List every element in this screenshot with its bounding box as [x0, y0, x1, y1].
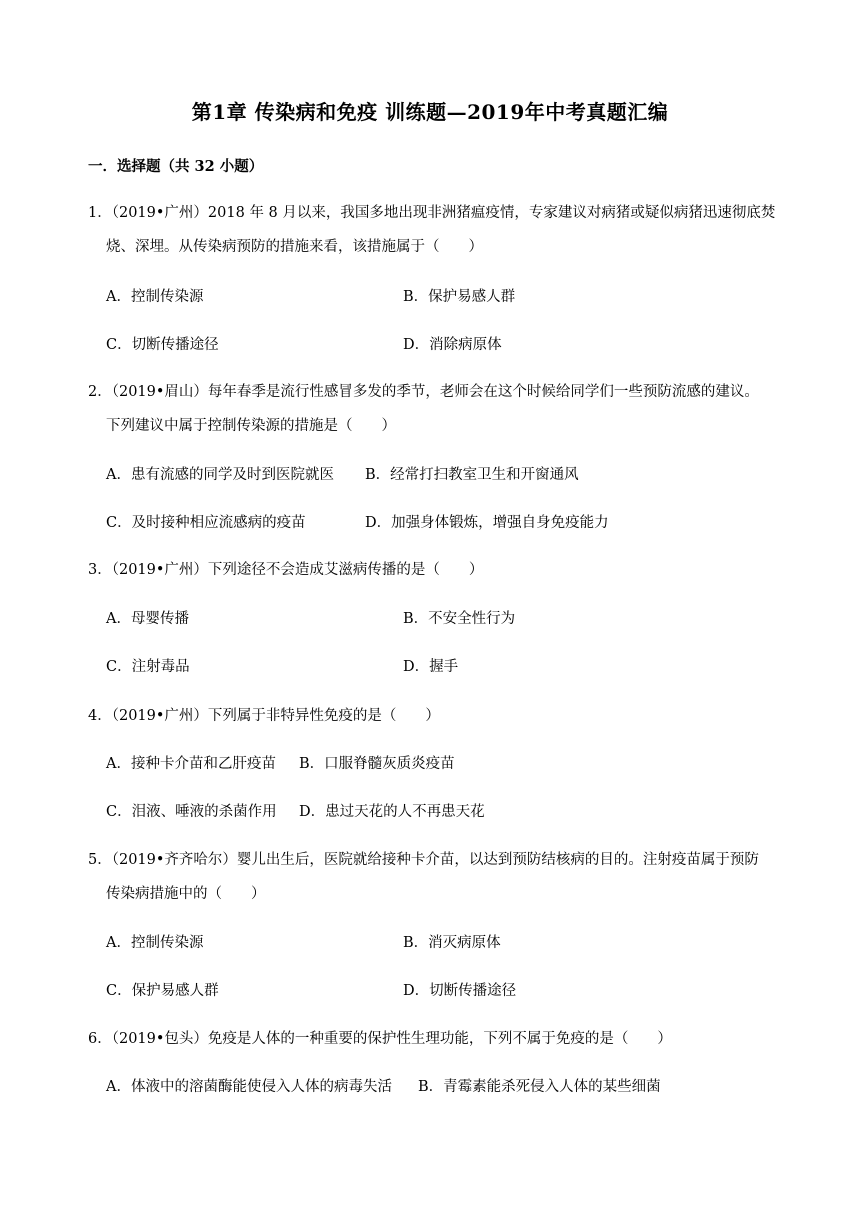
- question-2-option-c: C．及时接种相应流感病的疫苗: [106, 515, 306, 531]
- question-6-option-b: B．青霉素能杀死侵入人体的某些细菌: [418, 1079, 661, 1095]
- question-1-option-d: D．消除病原体: [403, 337, 502, 353]
- question-1-option-c: C．切断传播途径: [106, 337, 219, 353]
- question-4-option-d: D．患过天花的人不再患天花: [299, 804, 485, 820]
- document-title: 第1章 传染病和免疫 训练题—2019年中考真题汇编: [191, 100, 669, 124]
- question-5-option-c: C．保护易感人群: [106, 983, 219, 999]
- question-3-option-b: B．不安全性行为: [403, 611, 516, 627]
- question-4-line-1: 4．（2019•广州）下列属于非特异性免疫的是（ ）: [88, 708, 440, 724]
- question-5-option-d: D．切断传播途径: [403, 983, 517, 999]
- question-3-option-d: D．握手: [403, 659, 459, 675]
- question-4-option-b: B．口服脊髓灰质炎疫苗: [299, 756, 455, 772]
- question-6-line-1: 6．（2019•包头）免疫是人体的一种重要的保护性生理功能，下列不属于免疫的是（ ）: [88, 1031, 672, 1047]
- question-2-option-a: A．患有流感的同学及时到医院就医: [106, 467, 334, 483]
- question-5-line-2: 传染病措施中的（ ）: [106, 886, 266, 902]
- question-5-line-1: 5．（2019•齐齐哈尔）婴儿出生后，医院就给接种卡介苗，以达到预防结核病的目的。注射疫苗属于预防: [88, 852, 759, 868]
- question-2-option-b: B．经常打扫教室卫生和开窗通风: [365, 467, 579, 483]
- question-3-option-a: A．母婴传播: [106, 611, 189, 627]
- question-5-option-a: A．控制传染源: [106, 935, 204, 951]
- question-1-line-1: 1．（2019•广州）2018 年 8 月以来，我国多地出现非洲猪瘟疫情，专家建议对病猪或疑似病猪迅速彻底焚: [88, 205, 776, 221]
- question-4-option-c: C．泪液、唾液的杀菌作用: [106, 804, 277, 820]
- section-heading: 一．选择题（共 32 小题）: [88, 158, 264, 175]
- question-5-option-b: B．消灭病原体: [403, 935, 501, 951]
- question-2-line-2: 下列建议中属于控制传染源的措施是（ ）: [106, 418, 396, 434]
- question-1-option-a: A．控制传染源: [106, 289, 204, 305]
- question-2-option-d: D．加强身体锻炼，增强自身免疫能力: [365, 515, 609, 531]
- question-1-line-2: 烧、深埋。从传染病预防的措施来看，该措施属于（ ）: [106, 239, 483, 255]
- question-6-option-a: A．体液中的溶菌酶能使侵入人体的病毒失活: [106, 1079, 392, 1095]
- question-4-option-a: A．接种卡介苗和乙肝疫苗: [106, 756, 276, 772]
- question-3-line-1: 3．（2019•广州）下列途径不会造成艾滋病传播的是（ ）: [88, 562, 484, 578]
- question-1-option-b: B．保护易感人群: [403, 289, 516, 305]
- question-3-option-c: C．注射毒品: [106, 659, 190, 675]
- question-2-line-1: 2．（2019•眉山）每年春季是流行性感冒多发的季节，老师会在这个时候给同学们一些预防流感的建议。: [88, 384, 759, 400]
